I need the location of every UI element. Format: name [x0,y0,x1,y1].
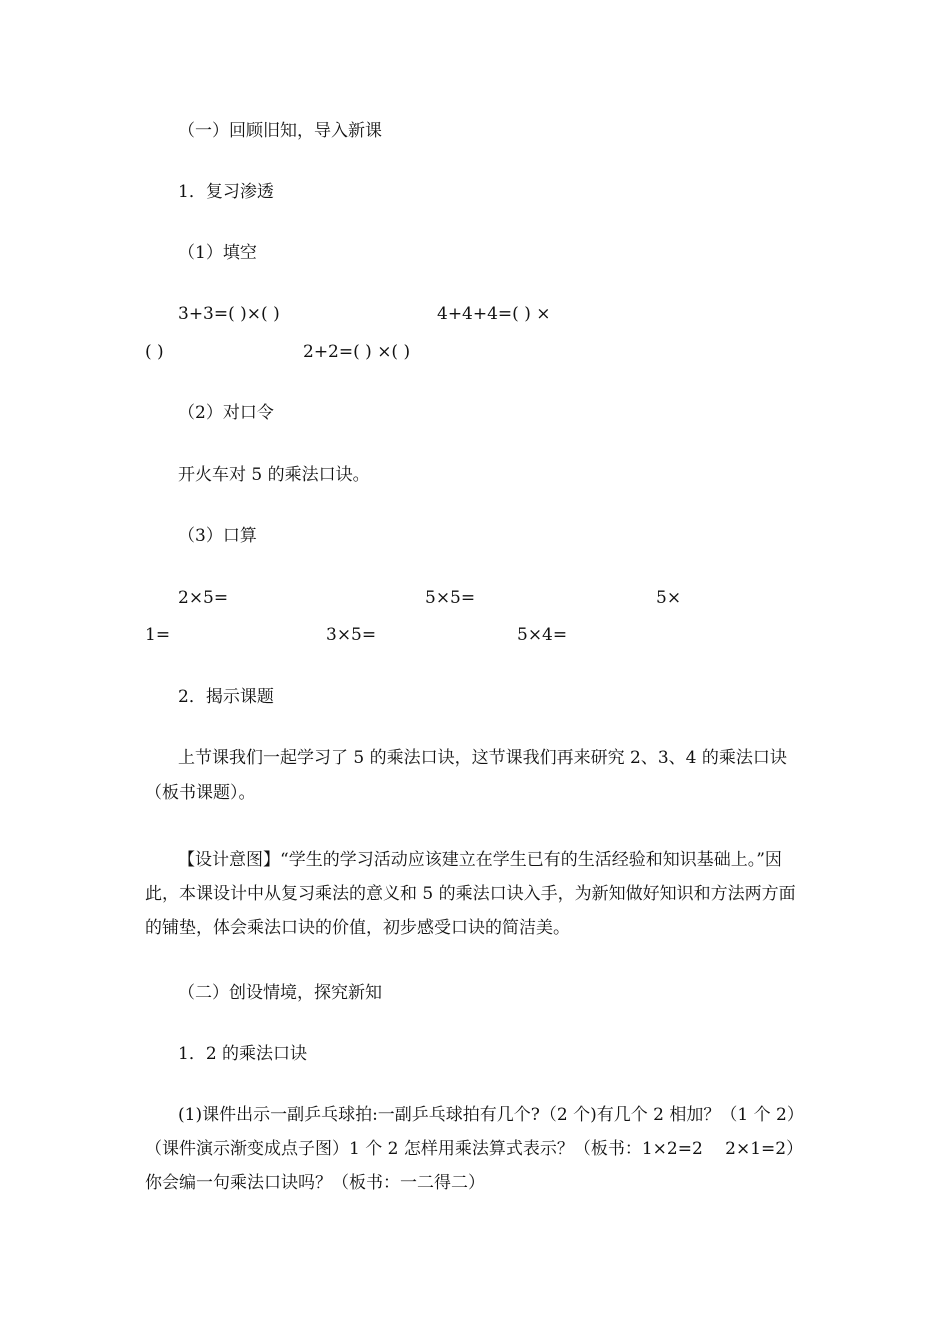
item-heading-fill-blank: （1）填空 [178,243,257,263]
item-heading-call-response: （2）对口令 [178,403,274,423]
design-intent-paragraph [145,843,809,945]
mental-math-4: 3×5= [326,625,377,645]
mental-math-2: 5×5= [425,588,476,608]
fill-equation-2: 4+4+4=( ) × [437,304,551,324]
subheading-multiplication-of-2: 1．2 的乘法口诀 [178,1044,308,1064]
design-intent-text: “学生的学习活动应该建立在学生已有的生活经验和知识基础上。”因此，本课设计中从复习乘法的意义和 5 的乘法口诀入手，为新知做好知识和方法两方面的铺垫，体会乘法口诀的价值，初步感受口诀的简洁美。 [145,850,796,938]
mental-math-3: 5× [656,588,682,608]
reveal-topic-paragraph: 上节课我们一起学习了 5 的乘法口诀，这节课我们再来研究 2、3、4 的乘法口诀（板书课题）。 [145,748,787,803]
section-heading-review: （一）回顾旧知，导入新课 [178,121,382,141]
call-response-text: 开火车对 5 的乘法口诀。 [178,465,370,485]
section-heading-explore: （二）创设情境，探究新知 [178,983,382,1003]
subheading-review: 1．复习渗透 [178,182,274,202]
design-intent-label: 【设计意图】 [178,850,280,870]
mental-math-3-continued: 1= [145,625,171,645]
item-heading-mental-math: （3）口算 [178,526,257,546]
multiplication-of-2-paragraph: (1)课件出示一副乒乓球拍:一副乒乓球拍有几个?（2 个)有几个 2 相加？（1 个 2）（课件演示渐变成点子图）1 个 2 怎样用乘法算式表示？（板书：1×2=2 2×1=2）你会编一句乘法口诀吗？（板书：一二得二） [145,1105,804,1193]
mental-math-5: 5×4= [517,625,568,645]
fill-equation-2-continued: ( ) [145,342,164,362]
mental-math-1: 2×5= [178,588,229,608]
fill-equation-1: 3+3=( )×( ) [178,304,280,324]
subheading-reveal-topic: 2．揭示课题 [178,687,274,707]
fill-equation-3: 2+2=( ) ×( ) [303,342,411,362]
